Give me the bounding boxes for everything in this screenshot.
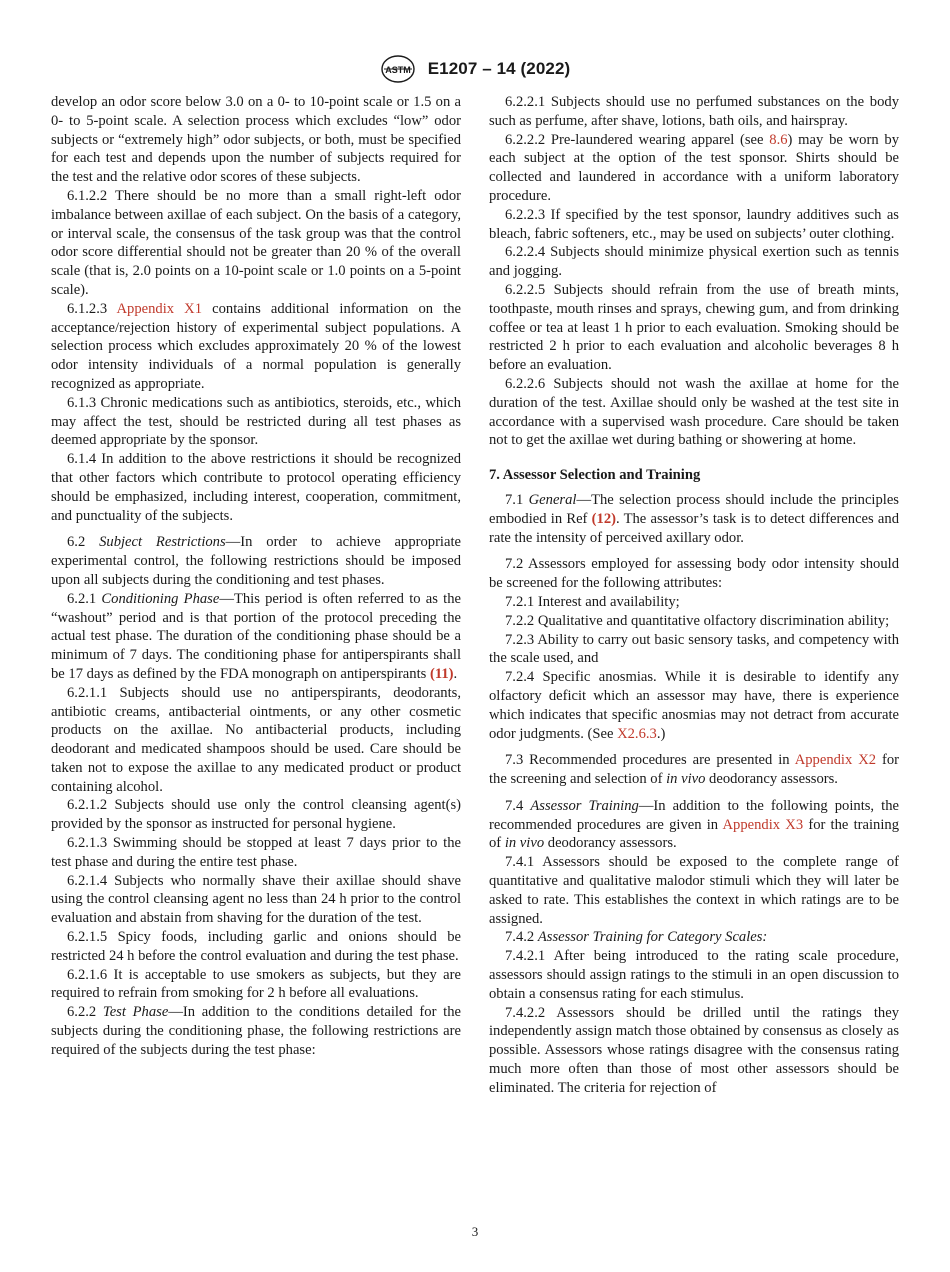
paragraph: 7.4.2.1 After being introduced to the rating scale procedure, assessors should assign ratings to the stimuli in an open discussion to obtain a consensus rating for each stimulus. [489,948,899,1002]
appendix-x2-link[interactable]: Appendix X2 [794,752,877,769]
page-number: 3 [471,1224,479,1239]
paragraph: 6.2.2.4 Subjects should minimize physical exertion such as tennis and jogging. [489,244,899,280]
paragraph: 6.2.2.3 If specified by the test sponsor, laundry additives such as bleach, fabric softeners, etc., may be used on subjects’ outer clothing. [489,206,899,242]
paragraph: 6.1.2.3 Appendix X1 contains additional information on the acceptance/rejection history of experimental subject populations. A selection process which excludes approximately 20 % of the lowest odor intensity individuals of a normal population is generally recognized as appropriate. [51,300,462,392]
paragraph: 7.2.2 Qualitative and quantitative olfactory discrimination ability; [505,612,890,629]
paragraph: 7.2.3 Ability to carry out basic sensory tasks, and competency with the scale used, and [489,631,899,667]
paragraph: 6.2.2.1 Subjects should use no perfumed substances on the body such as perfume, after shave, lotions, bath oils, and hairspray. [489,94,899,129]
paragraph: 6.2.2.5 Subjects should refrain from the use of breath mints, toothpaste, mouth rinses and sprays, chewing gum, and from drinking coffee or tea at least 1 h prior to each evaluation. Smoking should be restricted 2 h prior to each evaluation and alcoholic beverages 8 h before an evaluation. [489,281,899,374]
paragraph: 7.2.4 Specific anosmias. While it is desirable to identify any olfactory deficit which an assessor may have, there is experience which indicates that specific anosmias may not detract from accurate odor judgments. (See X2.6.3.) [489,669,899,742]
astm-logo-icon [380,54,416,84]
paragraph: 7.2.1 Interest and availability; [505,593,680,610]
paragraph: 6.1.4 In addition to the above restrictions it should be recognized that other factors which contribute to protocol operating efficiency should be emphasized, including interest, cooperation, commitment, and punctuality of the subjects. [51,451,461,524]
paragraph: 7.4.2.2 Assessors should be drilled until the ratings they independently assign match those obtained by consensus as closely as possible. Assessors whose ratings disagree with the consensus rating much more often than those of most other assessors should be eliminated. The criteria for rejection of [489,1004,899,1096]
paragraph: 6.1.2.2 There should be no more than a small right-left odor imbalance between axillae of each subject. On the basis of a category, or interval scale, the consensus of the task group was that the control odor score differential should not be greater than 20 % of the overall scale (that is, 2.0 points on a 10-point scale or 1.0 points on a 5-point scale). [51,187,461,298]
paragraph: 6.1.3 Chronic medications such as antibiotics, steroids, etc., which may affect the test, should be restricted during all test phases as deemed appropriate by the sponsor. [51,394,461,449]
left-column [51,93,461,1060]
paragraph: 7.3 Recommended procedures are presented in Appendix X2 for the screening and selection of in vivo deodorancy assessors. [489,752,900,788]
paragraph: 6.2.2 Test Phase—In addition to the conditions detailed for the subjects during the conditioning phase, the following restrictions are required of the subjects during the test phase: [51,1004,461,1058]
paragraph: develop an odor score below 3.0 on a 0- to 10-point scale or 1.5 on a 0- to 5-point scale. A selection process which excludes “low” odor subjects or “extremely high” odor subjects, or both, must be specified for each test and depends upon the number of subjects required for the test and the relative odor scores of these subjects. [51,94,461,186]
paragraph: 7.2 Assessors employed for assessing body odor intensity should be screened for the following attributes: [489,556,899,592]
paragraph: 7.4.1 Assessors should be exposed to the complete range of quantitative and qualitative malodor stimuli which they will later be asked to rate. This establishes the context in which ratings are to be assigned. [489,854,899,927]
document-designation: E1207 – 14 (2022) [427,59,571,78]
paragraph: 6.2.1.3 Swimming should be stopped at least 7 days prior to the test phase and during the entire test phase. [51,835,461,870]
reference-12-link[interactable]: (12) [591,510,616,527]
appendix-x1-link[interactable]: Appendix X1 [116,300,203,317]
x2-6-3-link[interactable]: X2.6.3 [617,725,657,742]
paragraph: 6.2.1.4 Subjects who normally shave their axillae should shave using the control cleansing agent no less than 24 h prior to the control evaluation and abstain from shaving for the duration of the test. [51,872,461,927]
appendix-x3-link[interactable]: Appendix X3 [722,816,804,833]
logo-text: ASTM [384,65,411,75]
section-8-6-link[interactable]: 8.6 [769,131,788,148]
right-column [489,93,899,1098]
paragraph: 6.2.2.2 Pre-laundered wearing apparel (see 8.6) may be worn by each subject at the option of the test sponsor. Shirts should be collected and laundered in accordance with a uniform laboratory procedure. [489,131,899,204]
paragraph: 6.2.1 Conditioning Phase—This period is often referred to as the “washout” period and is that portion of the protocol preceding the actual test phase. The duration of the conditioning phase should be a minimum of 7 days. The conditioning phase for antiperspirants shall be 17 days as defined by the FDA monograph on antiperspirants (11). [51,590,461,682]
paragraph: 6.2.1.2 Subjects should use only the control cleansing agent(s) provided by the sponsor as instructed for personal hygiene. [51,797,461,833]
paragraph: 6.2.2.6 Subjects should not wash the axillae at home for the duration of the test. Axillae should only be washed at the test site in accordance with a supervised wash procedure. Care should be taken not to get the axillae wet during bathing or showering at home. [489,375,899,449]
paragraph: 7.1 General—The selection process should include the principles embodied in Ref (12). The assessor’s task is to detect differences and rate the intensity of perceived axillary odor. [489,491,900,546]
page-header [0,54,950,84]
paragraph: 6.2.1.5 Spicy foods, including garlic and onions should be restricted 24 h before the control evaluation and during the test phase. [51,929,461,964]
paragraph: 6.2.1.6 It is acceptable to use smokers as subjects, but they are required to refrain from smoking for 2 h before all evaluations. [51,966,461,1002]
paragraph: 7.4 Assessor Training—In addition to the following points, the recommended procedures are given in Appendix X3 for the training of in vivo deodorancy assessors. [489,797,899,852]
section-heading: 7. Assessor Selection and Training [489,467,701,484]
paragraph: 7.4.2 Assessor Training for Category Scales: [505,929,768,946]
paragraph: 6.2 Subject Restrictions—In order to achieve appropriate experimental control, the following restrictions should be imposed upon all subjects during the conditioning and test phases. [51,534,461,588]
reference-11-link[interactable]: (11) [429,665,454,682]
paragraph: 6.2.1.1 Subjects should use no antiperspirants, deodorants, antibiotic creams, antibacterial ointments, or any other cosmetic products on the axillae. No antibacterial products, including deodorant and medicated shampoos should be used. Care should be taken not to expose the axillae to any medicated product or product containing alcohol. [51,684,461,795]
